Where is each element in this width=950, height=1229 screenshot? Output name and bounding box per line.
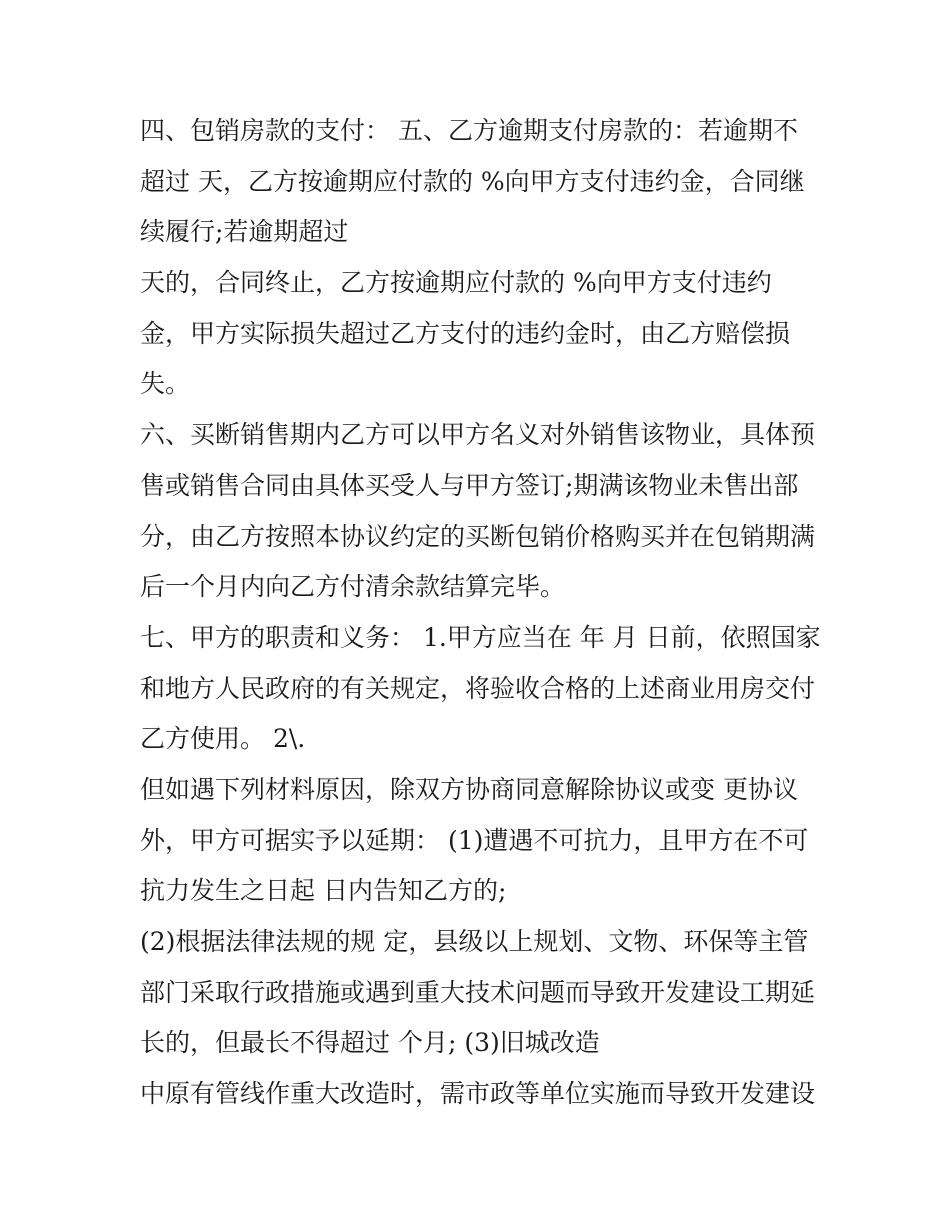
text-line: 长的，但最长不得超过 个月; (3)旧城改造 [140, 1028, 600, 1058]
text-line: 外，甲方可据实予以延期： (1)遭遇不可抗力，且甲方在不可 [140, 825, 809, 855]
text-line: 部门采取行政措施或遇到重大技术问题而导致开发建设工期延 [140, 977, 816, 1007]
text-line: 六、买断销售期内乙方可以甲方名义对外销售该物业，具体预 [140, 420, 816, 450]
text-line: (2)根据法律法规的规 定，县级以上规划、文物、环保等主管 [140, 927, 809, 956]
text-line: 失。 [140, 369, 191, 399]
text-line: 售或销售合同由具体买受人与甲方签订;期满该物业未售出部 [140, 470, 799, 500]
text-line: 但如遇下列材料原因，除双方协商同意解除协议或变 更协议 [140, 774, 798, 804]
text-line: 七、甲方的职责和义务： 1.甲方应当在 年 月 日前，依照国家 [140, 622, 821, 652]
text-line: 分，由乙方按照本协议约定的买断包销价格购买并在包销期满 [140, 521, 816, 551]
text-line: 乙方使用。 2\. [140, 724, 306, 754]
text-line: 四、包销房款的支付： 五、乙方逾期支付房款的：若逾期不 [140, 116, 798, 145]
text-line: 天的，合同终止，乙方按逾期应付款的 %向甲方支付违约 [140, 268, 772, 298]
text-line: 后一个月内向乙方付清余款结算完毕。 [140, 572, 566, 602]
text-line: 超过 天，乙方按逾期应付款的 %向甲方支付违约金，合同继 [140, 166, 805, 196]
text-line: 和地方人民政府的有关规定，将验收合格的上述商业用房交付 [140, 673, 816, 703]
text-line: 抗力发生之日起 日内告知乙方的; [140, 876, 507, 906]
text-line: 金，甲方实际损失超过乙方支付的违约金时，由乙方赔偿损 [140, 318, 791, 348]
text-line: 中原有管线作重大改造时，需市政等单位实施而导致开发建设 [140, 1079, 816, 1109]
contract-text [140, 106, 830, 1120]
text-line: 续履行;若逾期超过 [140, 217, 349, 247]
